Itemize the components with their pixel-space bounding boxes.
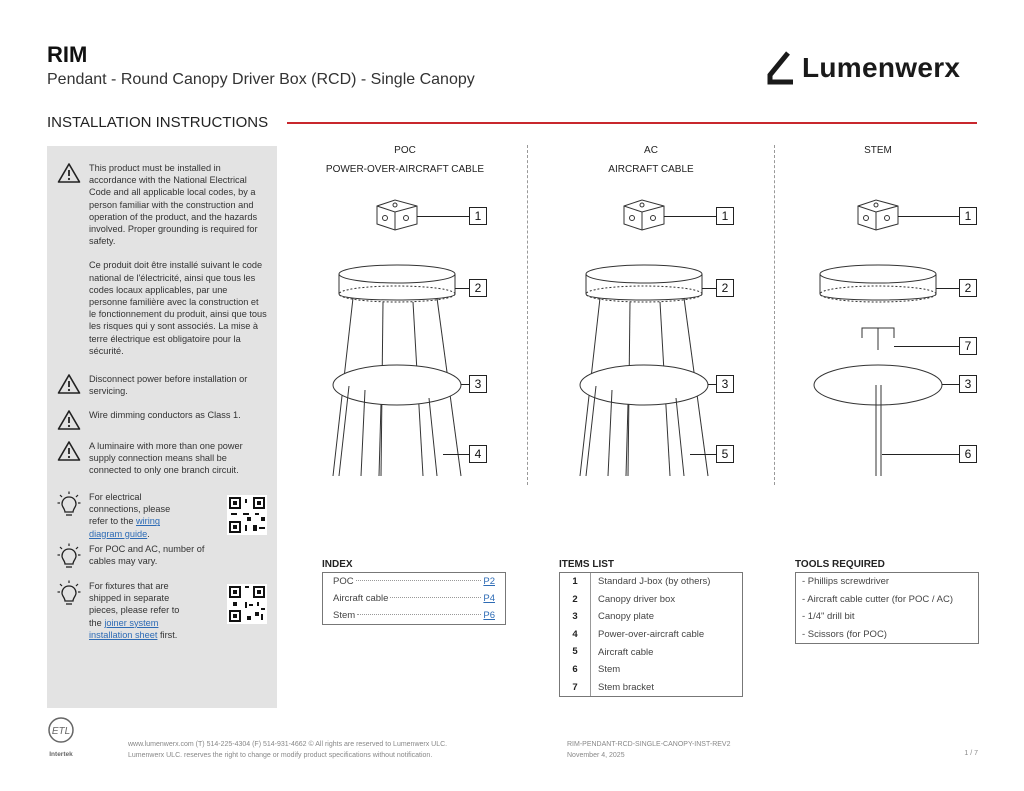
callout-leader [882,454,959,455]
etl-certification-logo [44,716,78,756]
warning-note-class1 [57,409,267,431]
callout-stem-driver-box: 2 [959,279,977,297]
jbox-drawing [624,200,664,230]
warning-note-install [57,162,267,357]
tip-text-cables: For POC and AC, number of cables may vary. [89,544,205,567]
index-page-link[interactable]: P6 [483,610,495,621]
canopy-driver-box-drawing [586,265,702,302]
callout-leader [664,216,716,217]
warning-text-en: This product must be installed in accordance with the National Electrical Code and all applicable local codes, by a person familiar with the construction and operation of the product, and the hazards involved. Proper grounding is required for safety. [89,163,258,247]
callout-leader [898,216,959,217]
items-row: 5 Aircraft cable [560,643,742,661]
column-divider [774,145,775,485]
tip-note-joiner [57,580,189,641]
stem-exploded-diagram [806,190,956,480]
column-divider [527,145,528,485]
jbox-drawing [858,200,898,230]
column-header-poc: POC [394,145,416,156]
warning-triangle-icon [57,162,81,184]
canopy-plate-drawing [814,365,942,405]
warning-text-branch: A luminaire with more than one power supply connection means shall be connected to only one branch circuit. [89,441,243,476]
index-row[interactable]: Aircraft cable P4 [333,593,495,604]
section-rule [287,122,977,124]
callout-leader [942,384,959,385]
callout-poc-driver-box: 2 [469,279,487,297]
callout-leader [461,384,469,385]
footer-contact: www.lumenwerx.com (T) 514-225-4304 (F) 514-931-4662 © All rights are reserved to Lumenwerx ULC. Lumenwerx ULC. reserves the right to change or modify product specifications without notification. [128,741,448,759]
callout-poc-plate: 3 [469,375,487,393]
items-list-table [559,572,743,697]
lightbulb-icon [57,491,81,519]
items-row: 6 Stem [560,661,742,679]
tool-item: - Scissors (for POC) [802,629,887,641]
warning-triangle-icon [57,440,81,462]
lightbulb-icon [57,580,81,608]
wiring-diagram-link[interactable]: wiring diagram guide [89,516,160,539]
callout-leader [417,216,469,217]
index-row[interactable]: POC P2 [333,576,495,587]
callout-leader [455,288,469,289]
warning-triangle-icon [57,373,81,395]
items-row: 2 Canopy driver box [560,591,742,609]
lumenwerx-logo-icon [766,51,796,85]
product-title: RIM [47,42,88,67]
canopy-plate-drawing [333,365,461,405]
page-number: 1 / 7 [964,750,978,757]
svg-text:ETL: ETL [51,726,71,737]
ac-exploded-diagram [572,190,722,480]
callout-stem-stem: 6 [959,445,977,463]
warning-text-fr: Ce produit doit être installé suivant le code national de l'électricité, ainsi que tous les codes locaux applicables, par une personne familière avec la construction et le fonctionnement du produit, ainsi que tous les risques qui y sont associés. La mise à terre électrique est obligatoire pour la sécurité. [89,260,267,356]
canopy-driver-box-drawing [820,265,936,302]
callout-ac-jbox: 1 [716,207,734,225]
callout-poc-jbox: 1 [469,207,487,225]
callout-leader [702,288,716,289]
callout-stem-plate: 3 [959,375,977,393]
tool-item: - Phillips screwdriver [802,576,890,588]
callout-stem-jbox: 1 [959,207,977,225]
canopy-plate-drawing [580,365,708,405]
callout-leader [443,454,469,455]
index-page-link[interactable]: P2 [483,576,495,587]
callout-leader [894,346,959,347]
qr-code-joiner-icon[interactable] [227,584,267,624]
callout-ac-plate: 3 [716,375,734,393]
joiner-system-link[interactable]: joiner system installation sheet [89,617,159,640]
section-title: INSTALLATION INSTRUCTIONS [47,114,269,131]
callout-stem-bracket: 7 [959,337,977,355]
tool-item: - 1/4" drill bit [802,611,855,623]
column-subheader-ac: AIRCRAFT CABLE [608,164,694,175]
index-page-link[interactable]: P4 [483,593,495,604]
callout-leader [690,454,716,455]
stem-bracket-drawing [862,328,894,350]
callout-poc-cable: 4 [469,445,487,463]
tools-required-table [795,572,979,644]
poc-exploded-diagram [325,190,475,480]
warning-text-disconnect: Disconnect power before installation or servicing. [89,374,248,397]
column-header-ac: AC [644,145,658,156]
qr-code-wiring-icon[interactable] [227,495,267,535]
warning-triangle-icon [57,409,81,431]
index-title: INDEX [322,559,353,570]
tools-required-title: TOOLS REQUIRED [795,559,885,570]
tip-note-cables [57,543,247,571]
index-table [322,572,506,625]
jbox-drawing [377,200,417,230]
items-row: 4 Power-over-aircraft cable [560,626,742,644]
logo-text: Lumenwerx [802,52,961,83]
tip-text-wiring: For electrical connections, please refer to the wiring diagram guide. [89,492,171,539]
tip-text-joiner: For fixtures that are shipped in separate pieces, please refer to the joiner system installation sheet first. [89,581,180,640]
callout-ac-driver-box: 2 [716,279,734,297]
intertek-label: Intertek [49,751,73,758]
items-row: 3 Canopy plate [560,608,742,626]
etl-mark-icon [44,716,78,746]
items-list-title: ITEMS LIST [559,559,614,570]
footer-doc-info: RIM-PENDANT-RCD-SINGLE-CANOPY-INST-REV2 November 4, 2025 [567,741,731,759]
callout-leader [708,384,716,385]
warning-note-branch [57,440,267,477]
tip-note-wiring [57,491,189,540]
brand-logo [766,48,986,88]
warning-note-disconnect [57,373,267,397]
tool-item: - Aircraft cable cutter (for POC / AC) [802,593,953,605]
index-row[interactable]: Stem P6 [333,610,495,621]
column-subheader-poc: POWER-OVER-AIRCRAFT CABLE [325,164,485,175]
callout-ac-cable: 5 [716,445,734,463]
callout-leader [936,288,959,289]
warning-text-class1: Wire dimming conductors as Class 1. [89,410,241,420]
product-subtitle: Pendant - Round Canopy Driver Box (RCD) - Single Canopy [47,71,475,88]
canopy-driver-box-drawing [339,265,455,302]
items-row: 7 Stem bracket [560,679,742,697]
column-header-stem: STEM [864,145,892,156]
items-row: 1 Standard J-box (by others) [560,573,742,591]
safety-sidebar [47,146,277,708]
lightbulb-icon [57,543,81,571]
